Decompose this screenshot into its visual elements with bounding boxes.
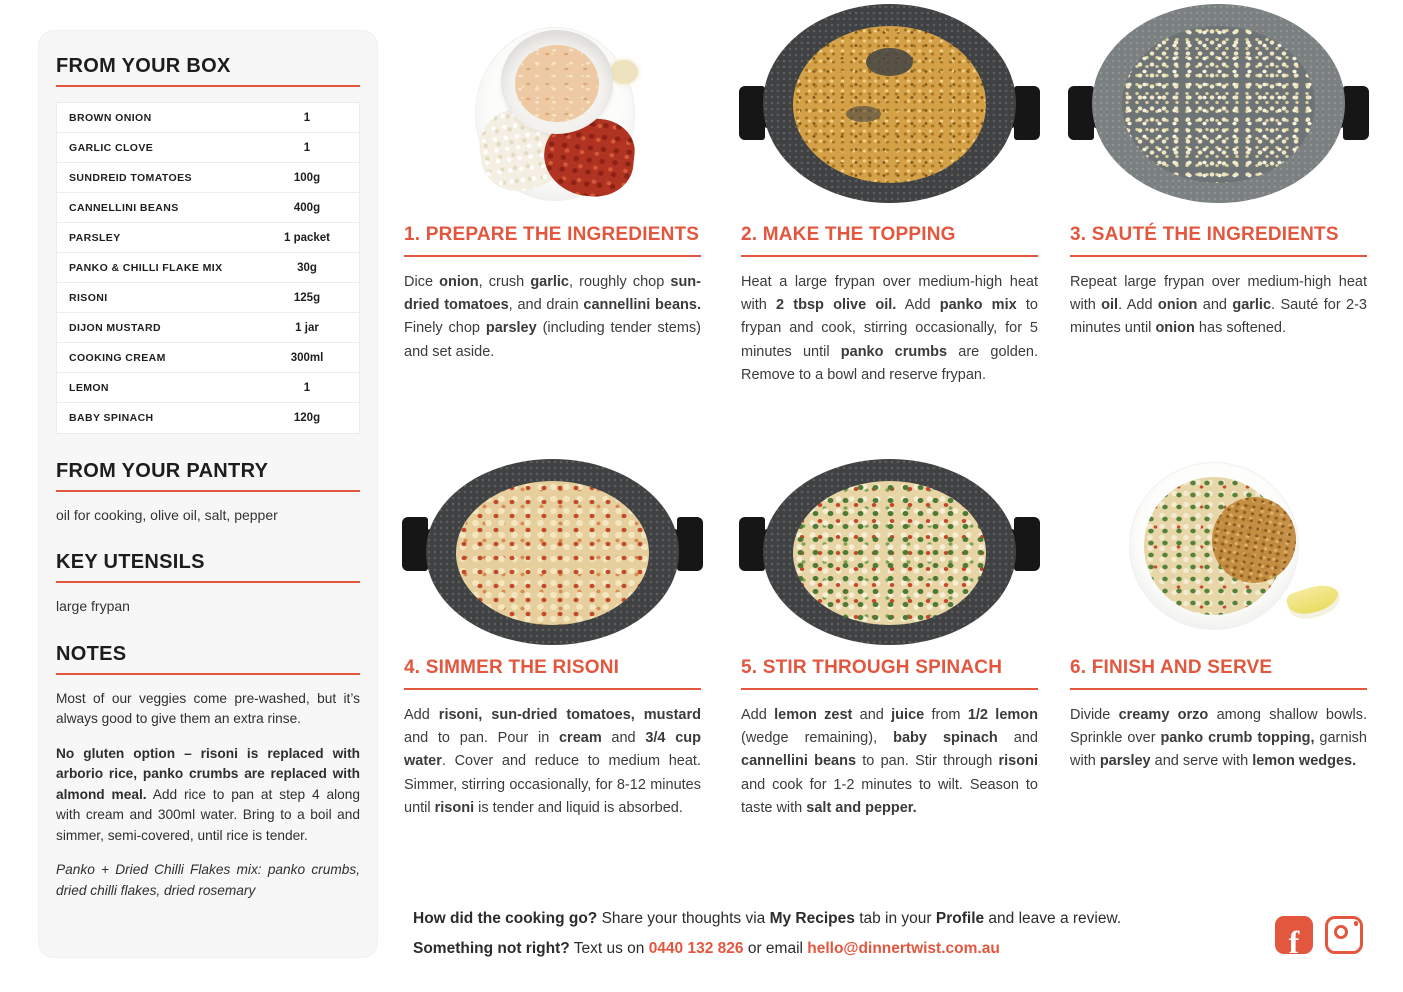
text-segment: Finely chop	[404, 320, 486, 337]
text-segment: panko mix	[939, 297, 1017, 314]
text-segment: Most of our veggies come pre-washed, but it’s always good to give them an extra rinse.	[56, 690, 360, 727]
text-segment: Repeat large frypan over medium-high heat with	[1070, 274, 1367, 314]
text-segment: Panko + Dried Chilli Flakes mix: panko crumbs, dried chilli flakes, dried rosemary	[56, 862, 360, 898]
text-segment: (including tender stems) and set aside.	[404, 320, 702, 360]
instagram-dot-icon	[1354, 921, 1359, 926]
text-segment: Add rice to pan at step 4 along with cream and 300ml water. Bring to a boil and simmer, semi-covered, until rice is tender.	[56, 786, 360, 843]
text-segment: is tender and liquid is absorbed.	[474, 799, 683, 816]
notes-paragraph-gluten	[56, 744, 360, 847]
ingredient-quantity: 1 packet	[283, 231, 331, 244]
text-segment: baby spinach	[893, 730, 998, 747]
step-5	[741, 455, 1038, 820]
instagram-lens-icon	[1334, 925, 1348, 939]
step-1	[404, 0, 701, 364]
ingredient-quantity: 1	[303, 141, 311, 154]
pan-handle-icon	[739, 517, 765, 571]
text-segment: risoni	[998, 753, 1038, 770]
ingredient-quantity: 30g	[297, 261, 317, 274]
text-segment: My Recipes	[769, 910, 855, 927]
text-segment: to frypan and cook, stirring occasionally, for 5 minutes until	[741, 297, 1038, 360]
text-segment: panko crumbs	[840, 343, 948, 360]
text-segment: and serve with	[1150, 753, 1253, 770]
step-4-instructions	[404, 704, 701, 820]
text-segment: garlic	[530, 274, 569, 290]
ingredient-row	[57, 163, 359, 193]
text-segment: juice	[891, 707, 925, 723]
panko-crumbs-image	[793, 26, 986, 183]
step-4-title: 4. SIMMER THE RISONI	[404, 657, 620, 678]
step-2	[741, 0, 1038, 387]
ingredient-name: LEMON	[69, 381, 109, 394]
ingredient-row	[57, 403, 359, 433]
ingredient-row	[57, 223, 359, 253]
text-segment: , roughly chop	[569, 274, 671, 290]
text-segment: lemon wedges.	[1252, 753, 1357, 770]
pan-handle-icon	[1014, 86, 1040, 140]
ingredient-quantity: 400g	[293, 201, 321, 214]
risoni-spinach-image	[793, 481, 986, 625]
step-3	[1070, 0, 1367, 341]
instagram-icon[interactable]	[1325, 916, 1363, 954]
text-segment: cannellini beans	[741, 753, 857, 770]
step-6-title: 6. FINISH AND SERVE	[1070, 657, 1273, 678]
text-segment: onion	[439, 274, 479, 290]
text-segment: 1/2 lemon	[967, 707, 1038, 723]
creamy-risoni-image	[456, 481, 649, 625]
step-photo-spinach-pan	[741, 455, 1038, 647]
step-6	[1070, 455, 1367, 774]
step-2-instructions	[741, 271, 1038, 387]
text-segment: Divide	[1070, 707, 1119, 723]
pantry-section	[56, 460, 360, 525]
text-segment: lemon zest	[774, 707, 853, 723]
text-segment: tab in your	[854, 910, 936, 927]
text-segment: cannellini beans.	[583, 297, 701, 314]
ingredient-name: BROWN ONION	[69, 111, 152, 124]
step-4	[404, 455, 701, 820]
notes-title: NOTES	[56, 642, 127, 665]
text-segment: , crush	[478, 274, 531, 290]
text-segment: . Cover and reduce to medium heat. Simmer, stirring occasionally, for 8-12 minutes until	[404, 753, 701, 816]
pan-handle-icon	[677, 517, 703, 571]
ingredient-row	[57, 313, 359, 343]
facebook-icon[interactable]	[1275, 916, 1313, 954]
text-segment: , and drain	[508, 297, 584, 314]
text-segment: oil	[1101, 297, 1119, 314]
ingredient-row	[57, 373, 359, 403]
section-rule	[56, 490, 360, 492]
text-segment: Text us on	[569, 940, 649, 958]
ingredient-row	[57, 193, 359, 223]
ingredient-name: COOKING CREAM	[69, 351, 166, 364]
text-segment: and	[601, 730, 646, 747]
utensils-title: KEY UTENSILS	[56, 551, 205, 574]
sauteed-onion-image	[1122, 26, 1315, 183]
box-title: FROM YOUR BOX	[56, 55, 231, 77]
ingredient-quantity: 120g	[293, 412, 321, 424]
ingredients-table	[56, 102, 360, 434]
section-rule	[56, 581, 360, 583]
notes-paragraph-panko-mix	[56, 860, 360, 901]
ingredient-quantity: 1	[303, 111, 311, 124]
step-rule	[404, 255, 701, 257]
ingredient-row	[57, 343, 359, 373]
utensils-text: large frypan	[56, 598, 130, 615]
text-segment: has softened.	[1194, 320, 1286, 337]
text-segment: and	[852, 707, 892, 723]
step-2-title: 2. MAKE THE TOPPING	[741, 224, 956, 245]
text-segment: and cook for 1-2 minutes to wilt. Season to taste with	[741, 776, 1038, 816]
text-segment: from	[924, 707, 968, 723]
footer	[413, 906, 1223, 966]
utensils-section	[56, 551, 360, 616]
garlic-image	[610, 60, 638, 84]
step-6-instructions	[1070, 704, 1367, 774]
text-segment: No gluten option – risoni is replaced with arborio rice, panko crumbs are replaced with almond meal.	[56, 745, 360, 802]
text-segment: creamy orzo	[1118, 707, 1209, 723]
text-segment: and	[997, 730, 1038, 747]
step-photo-onion-pan	[1070, 0, 1367, 205]
notes-section	[56, 643, 360, 902]
ingredient-row	[57, 283, 359, 313]
text-segment: among shallow bowls. Sprinkle over	[1070, 707, 1367, 747]
step-rule	[1070, 255, 1367, 257]
step-rule	[741, 255, 1038, 257]
step-5-instructions	[741, 704, 1038, 820]
text-segment: Heat a large frypan over medium-high heat with	[741, 274, 1038, 314]
pantry-text: oil for cooking, olive oil, salt, pepper	[56, 507, 278, 523]
step-rule	[1070, 688, 1367, 690]
text-segment: 3/4 cup water	[404, 730, 701, 770]
step-photo-ingredients	[404, 0, 701, 205]
text-segment: parsley	[485, 320, 537, 337]
step-photo-risoni-pan	[404, 455, 701, 647]
text-segment: onion	[1157, 297, 1198, 314]
pan-handle-icon	[739, 86, 765, 140]
text-segment: salt and pepper.	[806, 799, 917, 816]
text-segment: Add	[404, 707, 439, 723]
footer-feedback-line	[413, 906, 1223, 931]
ingredient-quantity: 300ml	[290, 351, 324, 364]
step-1-title: 1. PREPARE THE INGREDIENTS	[404, 224, 700, 245]
ingredient-row	[57, 133, 359, 163]
lemon-wedge-image	[1285, 580, 1344, 625]
support-email-link[interactable]: hello@dinnertwist.com.au	[807, 940, 1000, 958]
text-segment: Something not right?	[413, 940, 570, 958]
ingredient-name: GARLIC CLOVE	[69, 141, 154, 154]
notes-paragraph	[56, 689, 360, 730]
text-segment: Add	[896, 297, 940, 314]
ingredient-name: PANKO & CHILLI FLAKE MIX	[69, 261, 223, 274]
text-segment: Dice	[404, 274, 440, 290]
ingredient-name: PARSLEY	[69, 231, 121, 244]
text-segment: sun-dried tomatoes	[404, 274, 701, 314]
serving-plate-image	[1130, 463, 1298, 629]
ingredient-name: BABY SPINACH	[69, 412, 154, 424]
ingredient-name: CANNELLINI BEANS	[69, 201, 179, 214]
footer-support-line	[413, 936, 1223, 961]
text-segment: panko crumb topping,	[1160, 730, 1315, 747]
pantry-title: FROM YOUR PANTRY	[56, 460, 269, 482]
facebook-glyph: f	[1288, 924, 1300, 954]
text-segment: Add	[741, 707, 775, 723]
text-segment: Profile	[935, 910, 985, 927]
text-segment: or email	[743, 940, 808, 958]
text-segment: 2 tbsp olive oil.	[776, 297, 897, 314]
step-3-instructions	[1070, 271, 1367, 341]
pan-handle-icon	[1014, 517, 1040, 571]
step-3-title: 3. SAUTÉ THE INGREDIENTS	[1070, 224, 1339, 245]
ingredient-quantity: 100g	[293, 171, 321, 184]
text-segment: (wedge remaining),	[741, 730, 894, 747]
text-segment: garlic	[1232, 297, 1272, 314]
text-segment: cream	[558, 730, 602, 747]
ingredient-row	[57, 103, 359, 133]
bean-bowl-image	[501, 30, 613, 134]
pan-handle-icon	[1068, 86, 1094, 140]
sidebar	[38, 30, 378, 958]
text-segment: to pan. Stir through	[856, 753, 999, 770]
support-phone-number[interactable]: 0440 132 826	[648, 940, 744, 958]
text-segment: are golden. Remove to a bowl and reserve frypan.	[741, 343, 1038, 383]
text-segment: risoni	[434, 799, 475, 816]
ingredient-row	[57, 253, 359, 283]
ingredient-name: DIJON MUSTARD	[69, 321, 161, 334]
cannellini-beans-image	[515, 45, 599, 122]
pan-handle-icon	[1343, 86, 1369, 140]
step-photo-final-plate	[1070, 455, 1367, 647]
step-5-title: 5. STIR THROUGH SPINACH	[741, 657, 1003, 678]
step-rule	[404, 688, 701, 690]
section-rule	[56, 673, 360, 675]
ingredient-quantity: 1	[303, 381, 311, 394]
ingredient-quantity: 1 jar	[295, 321, 319, 334]
text-segment: onion	[1155, 320, 1195, 337]
ingredient-name: SUNDREID TOMATOES	[69, 171, 192, 184]
step-photo-panko-pan	[741, 0, 1038, 205]
text-segment: Share your thoughts via	[597, 910, 770, 927]
ingredient-name: RISONI	[69, 291, 108, 304]
text-segment: parsley	[1099, 753, 1151, 770]
text-segment: . Add	[1118, 297, 1158, 314]
step-1-instructions	[404, 271, 701, 364]
text-segment: How did the cooking go?	[413, 910, 598, 927]
text-segment: garnish with	[1070, 730, 1367, 770]
text-segment: and leave a review.	[984, 910, 1122, 927]
text-segment: and to pan. Pour in	[404, 730, 559, 747]
social-links	[1275, 916, 1363, 954]
text-segment: risoni, sun-dried tomatoes, mustard	[438, 707, 701, 723]
pan-handle-icon	[402, 517, 428, 571]
section-rule	[56, 85, 360, 87]
text-segment: and	[1197, 297, 1233, 314]
text-segment: . Sauté for 2-3 minutes until	[1070, 297, 1367, 337]
ingredient-quantity: 125g	[293, 291, 321, 304]
step-rule	[741, 688, 1038, 690]
